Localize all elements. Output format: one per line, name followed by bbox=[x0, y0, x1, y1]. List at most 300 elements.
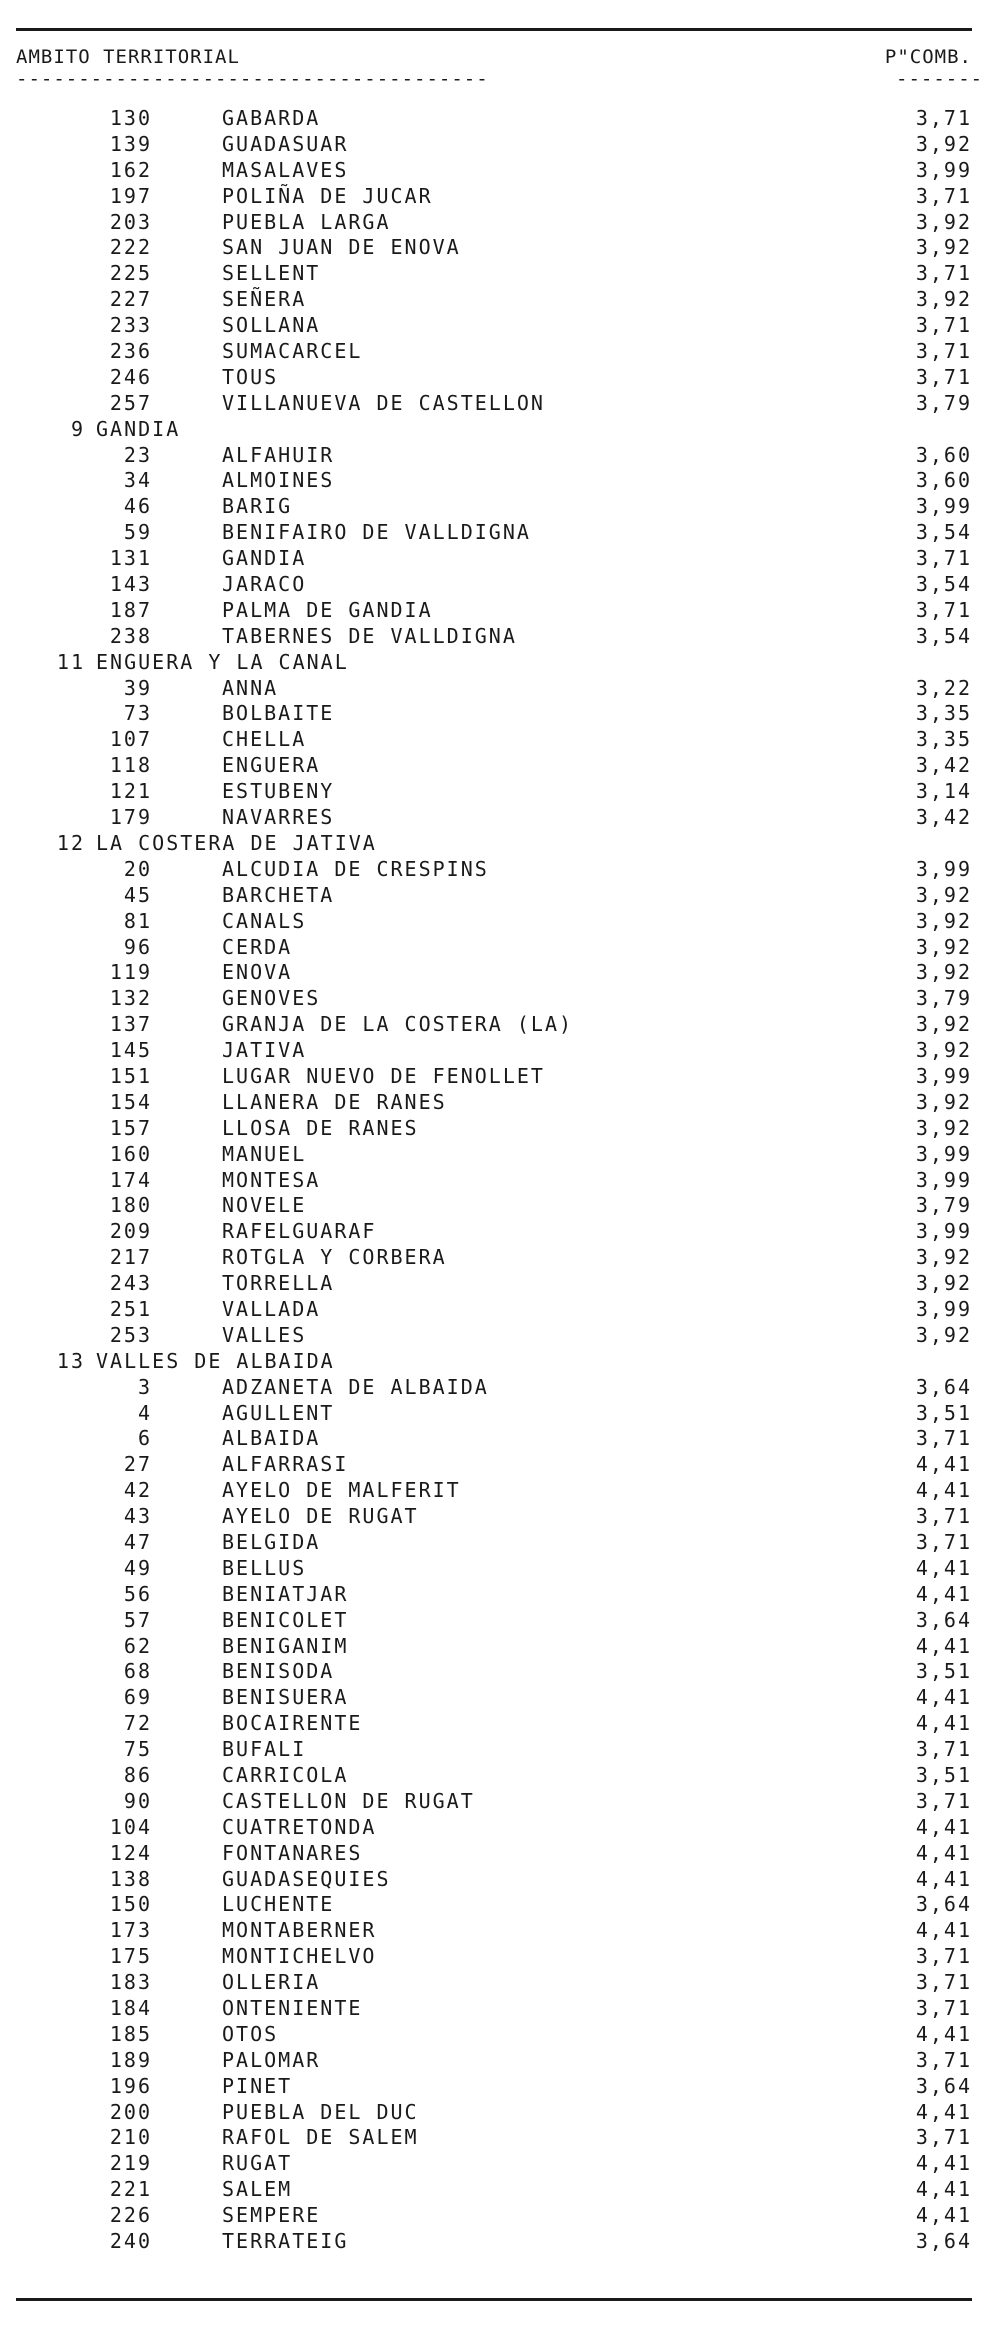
municipality-name: BENISUERA bbox=[222, 1685, 349, 1710]
municipality-name: ANNA bbox=[222, 675, 279, 700]
group-number: 12 bbox=[56, 830, 85, 855]
pcomb-value: 3,99 bbox=[915, 1141, 972, 1166]
group-name: ENGUERA Y LA CANAL bbox=[96, 649, 349, 674]
municipality-code: 59 bbox=[123, 520, 152, 545]
municipality-name: GUADASEQUIES bbox=[222, 1866, 391, 1891]
municipality-name: VALLES bbox=[222, 1322, 307, 1347]
municipality-code: 49 bbox=[123, 1555, 152, 1580]
pcomb-value: 3,71 bbox=[915, 1996, 972, 2021]
municipality-code: 132 bbox=[109, 986, 152, 1011]
group-name: LA COSTERA DE JATIVA bbox=[96, 830, 377, 855]
municipality-code: 219 bbox=[109, 2151, 152, 2176]
municipality-name: ENOVA bbox=[222, 960, 293, 985]
pcomb-value: 3,64 bbox=[915, 2073, 972, 2098]
table-row bbox=[0, 1219, 1000, 1245]
municipality-name: SELLENT bbox=[222, 261, 321, 286]
municipality-name: BELLUS bbox=[222, 1555, 307, 1580]
municipality-name: SEÑERA bbox=[222, 287, 307, 312]
table-row bbox=[0, 1530, 1000, 1556]
municipality-name: CERDA bbox=[222, 934, 293, 959]
municipality-name: PUEBLA DEL DUC bbox=[222, 2099, 419, 2124]
table-row bbox=[0, 1504, 1000, 1530]
pcomb-value: 3,71 bbox=[915, 261, 972, 286]
municipality-code: 222 bbox=[109, 235, 152, 260]
table-row bbox=[0, 1944, 1000, 1970]
municipality-code: 173 bbox=[109, 1918, 152, 1943]
table-row bbox=[0, 468, 1000, 494]
municipality-name: LLANERA DE RANES bbox=[222, 1089, 447, 1114]
table-row bbox=[0, 2203, 1000, 2229]
municipality-name: JATIVA bbox=[222, 1038, 307, 1063]
municipality-code: 226 bbox=[109, 2203, 152, 2228]
table-row bbox=[0, 1038, 1000, 1064]
municipality-name: ALCUDIA DE CRESPINS bbox=[222, 856, 489, 881]
header-underline-territory: -------------------------------------- bbox=[16, 68, 489, 90]
pcomb-value: 3,54 bbox=[915, 572, 972, 597]
municipality-name: BARIG bbox=[222, 494, 293, 519]
municipality-name: MONTICHELVO bbox=[222, 1944, 377, 1969]
municipality-code: 200 bbox=[109, 2099, 152, 2124]
municipality-code: 121 bbox=[109, 779, 152, 804]
table-row bbox=[0, 494, 1000, 520]
table-row bbox=[0, 1737, 1000, 1763]
municipality-name: PUEBLA LARGA bbox=[222, 209, 391, 234]
pcomb-value: 3,35 bbox=[915, 727, 972, 752]
municipality-name: BENIGANIM bbox=[222, 1633, 349, 1658]
table-row bbox=[0, 1608, 1000, 1634]
table-row bbox=[0, 1142, 1000, 1168]
municipality-code: 47 bbox=[123, 1529, 152, 1554]
municipality-code: 185 bbox=[109, 2021, 152, 2046]
municipality-code: 46 bbox=[123, 494, 152, 519]
municipality-name: PINET bbox=[222, 2073, 293, 2098]
municipality-name: POLIÑA DE JUCAR bbox=[222, 183, 433, 208]
municipality-name: CASTELLON DE RUGAT bbox=[222, 1788, 475, 1813]
pcomb-value: 3,92 bbox=[915, 209, 972, 234]
municipality-code: 45 bbox=[123, 882, 152, 907]
municipality-name: SALEM bbox=[222, 2177, 293, 2202]
municipality-code: 221 bbox=[109, 2177, 152, 2202]
pcomb-value: 4,41 bbox=[915, 1840, 972, 1865]
pcomb-value: 3,99 bbox=[915, 856, 972, 881]
municipality-code: 130 bbox=[109, 106, 152, 130]
table-row bbox=[0, 313, 1000, 339]
table-row bbox=[0, 805, 1000, 831]
pcomb-value: 3,64 bbox=[915, 2229, 972, 2254]
table-row bbox=[0, 391, 1000, 417]
municipality-name: AYELO DE MALFERIT bbox=[222, 1478, 461, 1503]
municipality-name: GENOVES bbox=[222, 986, 321, 1011]
municipality-name: SUMACARCEL bbox=[222, 339, 363, 364]
pcomb-value: 4,41 bbox=[915, 1711, 972, 1736]
municipality-name: GRANJA DE LA COSTERA (LA) bbox=[222, 1012, 574, 1037]
pcomb-value: 3,51 bbox=[915, 1400, 972, 1425]
pcomb-value: 3,92 bbox=[915, 131, 972, 156]
municipality-name: NOVELE bbox=[222, 1193, 307, 1218]
municipality-code: 138 bbox=[109, 1866, 152, 1891]
table-row bbox=[0, 779, 1000, 805]
pcomb-value: 3,99 bbox=[915, 157, 972, 182]
municipality-name: ADZANETA DE ALBAIDA bbox=[222, 1374, 489, 1399]
table-row bbox=[0, 1116, 1000, 1142]
pcomb-value: 3,92 bbox=[915, 1012, 972, 1037]
table-row bbox=[0, 546, 1000, 572]
table-row bbox=[0, 1426, 1000, 1452]
table-row bbox=[0, 1556, 1000, 1582]
municipality-code: 107 bbox=[109, 727, 152, 752]
territory-table bbox=[0, 106, 1000, 2255]
municipality-name: AYELO DE RUGAT bbox=[222, 1504, 419, 1529]
pcomb-value: 3,92 bbox=[915, 960, 972, 985]
municipality-code: 151 bbox=[109, 1063, 152, 1088]
table-row bbox=[0, 443, 1000, 469]
table-row bbox=[0, 1970, 1000, 1996]
pcomb-value: 4,41 bbox=[915, 2021, 972, 2046]
municipality-code: 257 bbox=[109, 390, 152, 415]
municipality-code: 240 bbox=[109, 2229, 152, 2254]
table-row bbox=[0, 158, 1000, 184]
pcomb-value: 3,64 bbox=[915, 1607, 972, 1632]
municipality-code: 143 bbox=[109, 572, 152, 597]
municipality-code: 69 bbox=[123, 1685, 152, 1710]
municipality-name: BOCAIRENTE bbox=[222, 1711, 363, 1736]
municipality-code: 137 bbox=[109, 1012, 152, 1037]
table-row bbox=[0, 210, 1000, 236]
municipality-code: 246 bbox=[109, 364, 152, 389]
table-row bbox=[0, 1245, 1000, 1271]
table-row bbox=[0, 986, 1000, 1012]
group-header-row bbox=[0, 831, 1000, 857]
municipality-name: CARRICOLA bbox=[222, 1763, 349, 1787]
pcomb-value: 4,41 bbox=[915, 1633, 972, 1658]
table-row bbox=[0, 2125, 1000, 2151]
table-row bbox=[0, 520, 1000, 546]
pcomb-value: 3,71 bbox=[915, 313, 972, 338]
municipality-name: BENISODA bbox=[222, 1659, 335, 1684]
column-header-pcomb: P"COMB. bbox=[884, 46, 972, 68]
municipality-code: 75 bbox=[123, 1737, 152, 1762]
table-row bbox=[0, 235, 1000, 261]
table-row bbox=[0, 1582, 1000, 1608]
table-row bbox=[0, 1996, 1000, 2022]
municipality-code: 27 bbox=[123, 1452, 152, 1477]
municipality-name: RUGAT bbox=[222, 2151, 293, 2176]
pcomb-value: 3,14 bbox=[915, 779, 972, 804]
table-row bbox=[0, 1375, 1000, 1401]
pcomb-value: 3,60 bbox=[915, 468, 972, 493]
table-row bbox=[0, 1193, 1000, 1219]
group-name: GANDIA bbox=[96, 416, 181, 441]
pcomb-value: 3,92 bbox=[915, 908, 972, 933]
pcomb-value: 4,41 bbox=[915, 1685, 972, 1710]
table-row bbox=[0, 261, 1000, 287]
table-row bbox=[0, 857, 1000, 883]
pcomb-value: 3,79 bbox=[915, 986, 972, 1011]
pcomb-value: 3,99 bbox=[915, 1063, 972, 1088]
municipality-name: TERRATEIG bbox=[222, 2229, 349, 2254]
municipality-name: BUFALI bbox=[222, 1737, 307, 1762]
pcomb-value: 3,42 bbox=[915, 753, 972, 778]
municipality-name: SEMPERE bbox=[222, 2203, 321, 2228]
table-row bbox=[0, 935, 1000, 961]
municipality-name: FONTANARES bbox=[222, 1840, 363, 1865]
pcomb-value: 4,41 bbox=[915, 2177, 972, 2202]
group-number: 13 bbox=[56, 1348, 85, 1373]
municipality-name: NAVARRES bbox=[222, 805, 335, 830]
pcomb-value: 4,41 bbox=[915, 1478, 972, 1503]
municipality-code: 243 bbox=[109, 1271, 152, 1296]
table-row bbox=[0, 1659, 1000, 1685]
municipality-code: 189 bbox=[109, 2047, 152, 2072]
municipality-name: JARACO bbox=[222, 572, 307, 597]
pcomb-value: 3,99 bbox=[915, 1296, 972, 1321]
municipality-name: ROTGLA Y CORBERA bbox=[222, 1245, 447, 1270]
municipality-code: 3 bbox=[137, 1374, 152, 1399]
group-header-row bbox=[0, 417, 1000, 443]
municipality-name: ALFAHUIR bbox=[222, 442, 335, 467]
pcomb-value: 3,22 bbox=[915, 675, 972, 700]
pcomb-value: 3,71 bbox=[915, 339, 972, 364]
pcomb-value: 4,41 bbox=[915, 1581, 972, 1606]
municipality-name: CANALS bbox=[222, 908, 307, 933]
municipality-code: 253 bbox=[109, 1322, 152, 1347]
table-row bbox=[0, 2229, 1000, 2255]
table-row bbox=[0, 1323, 1000, 1349]
table-row bbox=[0, 1012, 1000, 1038]
municipality-code: 197 bbox=[109, 183, 152, 208]
table-row bbox=[0, 2151, 1000, 2177]
municipality-name: PALMA DE GANDIA bbox=[222, 597, 433, 622]
table-row bbox=[0, 1634, 1000, 1660]
municipality-code: 174 bbox=[109, 1167, 152, 1192]
municipality-code: 62 bbox=[123, 1633, 152, 1658]
pcomb-value: 3,42 bbox=[915, 805, 972, 830]
pcomb-value: 3,71 bbox=[915, 597, 972, 622]
column-header-territory: AMBITO TERRITORIAL bbox=[16, 46, 240, 68]
municipality-code: 217 bbox=[109, 1245, 152, 1270]
pcomb-value: 3,71 bbox=[915, 1944, 972, 1969]
table-row bbox=[0, 1789, 1000, 1815]
pcomb-value: 4,41 bbox=[915, 1866, 972, 1891]
municipality-code: 175 bbox=[109, 1944, 152, 1969]
municipality-name: OTOS bbox=[222, 2021, 279, 2046]
municipality-code: 42 bbox=[123, 1478, 152, 1503]
municipality-name: ALMOINES bbox=[222, 468, 335, 493]
municipality-name: BENICOLET bbox=[222, 1607, 349, 1632]
municipality-name: TOUS bbox=[222, 364, 279, 389]
pcomb-value: 4,41 bbox=[915, 2099, 972, 2124]
municipality-code: 160 bbox=[109, 1141, 152, 1166]
pcomb-value: 3,92 bbox=[915, 1271, 972, 1296]
pcomb-value: 3,51 bbox=[915, 1763, 972, 1787]
table-row bbox=[0, 1685, 1000, 1711]
pcomb-value: 3,71 bbox=[915, 364, 972, 389]
municipality-code: 225 bbox=[109, 261, 152, 286]
group-header-row bbox=[0, 650, 1000, 676]
municipality-name: PALOMAR bbox=[222, 2047, 321, 2072]
municipality-code: 251 bbox=[109, 1296, 152, 1321]
table-row bbox=[0, 1478, 1000, 1504]
table-row bbox=[0, 753, 1000, 779]
table-row bbox=[0, 339, 1000, 365]
table-row bbox=[0, 727, 1000, 753]
municipality-code: 96 bbox=[123, 934, 152, 959]
pcomb-value: 3,71 bbox=[915, 1788, 972, 1813]
table-row bbox=[0, 2022, 1000, 2048]
table-row bbox=[0, 701, 1000, 727]
municipality-name: CUATRETONDA bbox=[222, 1814, 377, 1839]
municipality-name: VILLANUEVA DE CASTELLON bbox=[222, 390, 545, 415]
municipality-code: 180 bbox=[109, 1193, 152, 1218]
municipality-code: 203 bbox=[109, 209, 152, 234]
pcomb-value: 3,54 bbox=[915, 520, 972, 545]
municipality-code: 72 bbox=[123, 1711, 152, 1736]
municipality-name: MONTESA bbox=[222, 1167, 321, 1192]
municipality-name: ONTENIENTE bbox=[222, 1996, 363, 2021]
pcomb-value: 3,92 bbox=[915, 235, 972, 260]
table-row bbox=[0, 1168, 1000, 1194]
municipality-name: GANDIA bbox=[222, 546, 307, 571]
municipality-name: BELGIDA bbox=[222, 1529, 321, 1554]
municipality-name: ENGUERA bbox=[222, 753, 321, 778]
municipality-name: RAFELGUARAF bbox=[222, 1219, 377, 1244]
pcomb-value: 4,41 bbox=[915, 1452, 972, 1477]
municipality-code: 68 bbox=[123, 1659, 152, 1684]
municipality-code: 81 bbox=[123, 908, 152, 933]
municipality-name: OLLERIA bbox=[222, 1970, 321, 1995]
pcomb-value: 3,92 bbox=[915, 934, 972, 959]
municipality-code: 43 bbox=[123, 1504, 152, 1529]
pcomb-value: 4,41 bbox=[915, 2151, 972, 2176]
pcomb-value: 3,99 bbox=[915, 494, 972, 519]
group-name: VALLES DE ALBAIDA bbox=[96, 1348, 335, 1373]
municipality-name: BENIATJAR bbox=[222, 1581, 349, 1606]
table-row bbox=[0, 1064, 1000, 1090]
pcomb-value: 3,51 bbox=[915, 1659, 972, 1684]
municipality-code: 34 bbox=[123, 468, 152, 493]
table-row bbox=[0, 624, 1000, 650]
municipality-code: 39 bbox=[123, 675, 152, 700]
table-row bbox=[0, 1271, 1000, 1297]
municipality-code: 118 bbox=[109, 753, 152, 778]
table-row bbox=[0, 1841, 1000, 1867]
municipality-name: GUADASUAR bbox=[222, 131, 349, 156]
table-row bbox=[0, 572, 1000, 598]
pcomb-value: 3,71 bbox=[915, 183, 972, 208]
municipality-code: 150 bbox=[109, 1892, 152, 1917]
pcomb-value: 4,41 bbox=[915, 1555, 972, 1580]
pcomb-value: 3,99 bbox=[915, 1167, 972, 1192]
pcomb-value: 3,92 bbox=[915, 1322, 972, 1347]
municipality-name: LUCHENTE bbox=[222, 1892, 335, 1917]
municipality-code: 187 bbox=[109, 597, 152, 622]
pcomb-value: 3,71 bbox=[915, 1426, 972, 1451]
pcomb-value: 3,54 bbox=[915, 623, 972, 648]
municipality-name: MASALAVES bbox=[222, 157, 349, 182]
pcomb-value: 4,41 bbox=[915, 1814, 972, 1839]
municipality-name: BENIFAIRO DE VALLDIGNA bbox=[222, 520, 531, 545]
municipality-code: 154 bbox=[109, 1089, 152, 1114]
table-row bbox=[0, 365, 1000, 391]
municipality-name: BOLBAITE bbox=[222, 701, 335, 726]
municipality-name: TABERNES DE VALLDIGNA bbox=[222, 623, 517, 648]
municipality-code: 86 bbox=[123, 1763, 152, 1787]
municipality-code: 233 bbox=[109, 313, 152, 338]
table-row bbox=[0, 132, 1000, 158]
group-number: 9 bbox=[70, 416, 85, 441]
municipality-code: 210 bbox=[109, 2125, 152, 2150]
municipality-name: SOLLANA bbox=[222, 313, 321, 338]
pcomb-value: 3,64 bbox=[915, 1374, 972, 1399]
municipality-name: CHELLA bbox=[222, 727, 307, 752]
pcomb-value: 3,71 bbox=[915, 106, 972, 130]
bottom-rule bbox=[16, 2298, 972, 2301]
pcomb-value: 3,92 bbox=[915, 1115, 972, 1140]
table-row bbox=[0, 2048, 1000, 2074]
group-header-row bbox=[0, 1349, 1000, 1375]
municipality-code: 179 bbox=[109, 805, 152, 830]
pcomb-value: 3,79 bbox=[915, 1193, 972, 1218]
municipality-name: SAN JUAN DE ENOVA bbox=[222, 235, 461, 260]
municipality-code: 124 bbox=[109, 1840, 152, 1865]
pcomb-value: 4,41 bbox=[915, 1918, 972, 1943]
municipality-code: 73 bbox=[123, 701, 152, 726]
table-row bbox=[0, 184, 1000, 210]
pcomb-value: 4,41 bbox=[915, 2203, 972, 2228]
municipality-code: 20 bbox=[123, 856, 152, 881]
table-row bbox=[0, 287, 1000, 313]
pcomb-value: 3,71 bbox=[915, 1737, 972, 1762]
pcomb-value: 3,71 bbox=[915, 546, 972, 571]
pcomb-value: 3,92 bbox=[915, 287, 972, 312]
pcomb-value: 3,35 bbox=[915, 701, 972, 726]
table-row bbox=[0, 1090, 1000, 1116]
pcomb-value: 3,92 bbox=[915, 1245, 972, 1270]
municipality-code: 57 bbox=[123, 1607, 152, 1632]
municipality-code: 104 bbox=[109, 1814, 152, 1839]
table-row bbox=[0, 598, 1000, 624]
municipality-name: ALBAIDA bbox=[222, 1426, 321, 1451]
municipality-code: 184 bbox=[109, 1996, 152, 2021]
municipality-code: 145 bbox=[109, 1038, 152, 1063]
table-row bbox=[0, 676, 1000, 702]
municipality-code: 227 bbox=[109, 287, 152, 312]
pcomb-value: 3,71 bbox=[915, 1970, 972, 1995]
table-row bbox=[0, 1892, 1000, 1918]
municipality-code: 162 bbox=[109, 157, 152, 182]
pcomb-value: 3,71 bbox=[915, 1529, 972, 1554]
top-rule bbox=[16, 28, 972, 31]
municipality-code: 119 bbox=[109, 960, 152, 985]
table-row bbox=[0, 1452, 1000, 1478]
pcomb-value: 3,99 bbox=[915, 1219, 972, 1244]
pcomb-value: 3,71 bbox=[915, 2047, 972, 2072]
municipality-name: TORRELLA bbox=[222, 1271, 335, 1296]
municipality-name: AGULLENT bbox=[222, 1400, 335, 1425]
municipality-code: 4 bbox=[137, 1400, 152, 1425]
table-row bbox=[0, 2100, 1000, 2126]
municipality-code: 90 bbox=[123, 1788, 152, 1813]
table-row bbox=[0, 1918, 1000, 1944]
table-row bbox=[0, 960, 1000, 986]
municipality-code: 139 bbox=[109, 131, 152, 156]
municipality-code: 131 bbox=[109, 546, 152, 571]
group-number: 11 bbox=[56, 649, 85, 674]
pcomb-value: 3,92 bbox=[915, 1038, 972, 1063]
pcomb-value: 3,64 bbox=[915, 1892, 972, 1917]
municipality-name: VALLADA bbox=[222, 1296, 321, 1321]
pcomb-value: 3,60 bbox=[915, 442, 972, 467]
